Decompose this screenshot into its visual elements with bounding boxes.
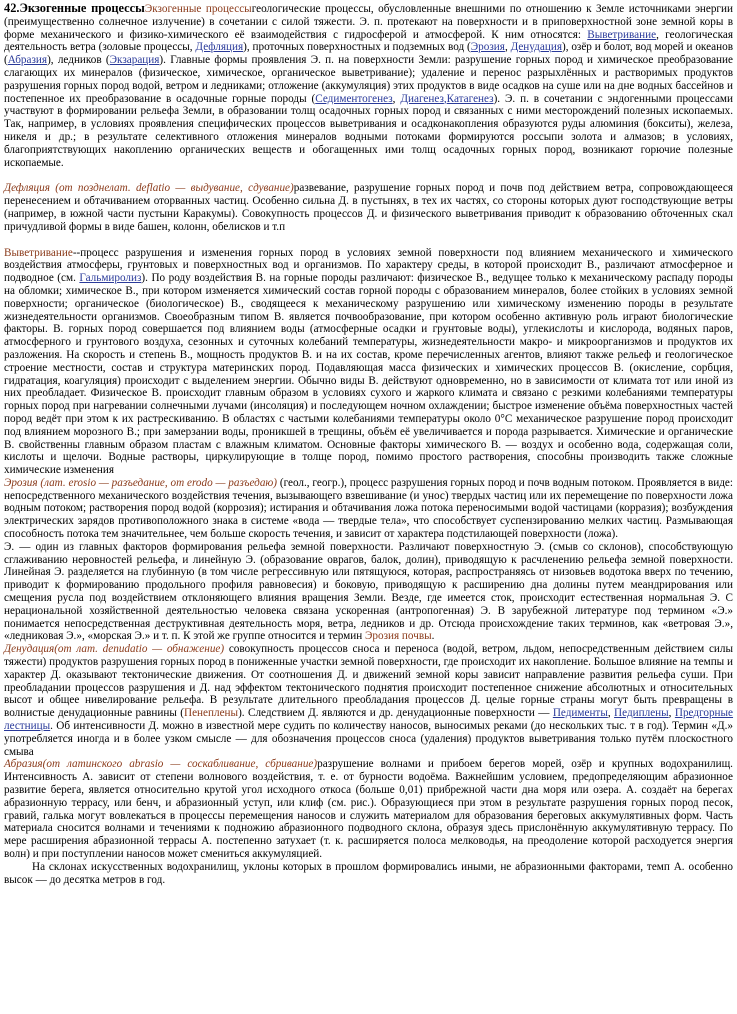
text-run: --процесс разрушения и изменения горных пород в условиях земной поверхности под влиянием механического и химического воздействия атмосферы, грунтовых и поверхностных вод и организмов. По характеру среды, в которой происходит В., различают атмосферное и подводное (см. xyxy=(4,246,733,285)
term-label: Эрозия почвы xyxy=(365,630,432,643)
text-run: , xyxy=(392,92,401,105)
text-run: (геол., геогр.), процесс разрушения горных пород и почв водным потоком. Проявляется в виде: непосредственного механического воздействия течения, вызывающего взвешивание (и унос) твердых частиц или их перемещение по поверхности ложа водным потоком; растворения пород водой (коррозия); истирания и обтачивания ложа потока переносимыми водой частицами (корразия); возбуждения электрических зарядов противоположного знака в системе «вода — твердые тела», что способствует суспензированию мелких частиц. Размывающая способность потока тем значительнее, чем больше скорость течения, и зависит от характера подстилающей поверхности (ложа). xyxy=(4,476,734,541)
text-run: , xyxy=(668,707,675,720)
text-run: ), озёр и болот, вод морей и океанов ( xyxy=(4,41,734,67)
term-link[interactable]: Педиплены xyxy=(614,707,669,720)
text-run: . Об интенсивности Д. можно в известной мере судить по количеству наносов, выносимых реками (до нескольких тыс. т в год). Термин «Д.» употребляется иногда и в более узком смысле — для обозначения процессов сноса (удаления) продуктов выветривания только путём плоскостного смыва xyxy=(4,720,733,758)
paragraph-1 xyxy=(4,2,733,169)
term-link[interactable]: Дефляция xyxy=(195,41,244,54)
paragraph-4 xyxy=(4,477,733,541)
text-run: ), проточных поверхностных и подземных вод ( xyxy=(243,41,471,54)
paragraph-7 xyxy=(4,758,733,860)
paragraph-3 xyxy=(4,247,733,477)
term-link[interactable]: Экзарация xyxy=(109,54,160,67)
text-run: На склонах искусственных водохранилищ, уклоны которых в прошлом формировались иными, не абразионными факторами, темп А. особенно высок — до десятка метров в год. xyxy=(4,860,733,886)
term-link[interactable]: Катагенез xyxy=(446,92,494,105)
document-heading: 42.Экзогенные процессы xyxy=(4,1,145,15)
term-label: Абразия(от латинского abrasio — соскабливание, сбривание) xyxy=(4,758,318,771)
term-link[interactable]: Эрозия xyxy=(470,41,505,54)
term-link[interactable]: Предгорные лестницы xyxy=(4,707,734,733)
text-run: геологические процессы, обусловленные внешними по отношению к Земле источниками энергии (преимущественно солнечное излучение) в сочетании с силой тяжести. Э. п. протекают на поверхности и в приповерхностной зоне земной коры в форме механического и физико-химического её взаимодействия с гидросферой и атмосферой. К ним относятся: xyxy=(4,3,733,41)
term-link[interactable]: , xyxy=(443,92,447,105)
term-label: Эрозия (лат. erosio — разъедание, от erodo — разъедаю) xyxy=(4,476,278,489)
term-label: Денудация(от лат. denudatio — обнажение) xyxy=(4,643,225,656)
term-link[interactable]: Денудация xyxy=(510,41,562,54)
term-label: Экзогенные процессы xyxy=(144,3,252,15)
paragraph-5 xyxy=(4,541,733,643)
text-run: совокупность процессов сноса и переноса (водой, ветром, льдом, непосредственным действием силы тяжести) продуктов разрушения горных пород в пониженные участки земной поверхности, где происходит их накопление. Большое влияние на темпы и характер Д. оказывают тектонические движения. От соотношения Д. и движений земной коры зависит направление развития рельефа суши. При преобладании процессов разрушения и Д. над эффектом тектонического поднятия происходит постепенное снижение абсолютных и относительных высот и общее нивелирование рельефа. В результате длительного преобладания процессов Д. целые горные страны могут быть превращены в волнистые денудационные равнины ( xyxy=(4,643,733,720)
text-run: ). Э. п. в сочетании с эндогенными процессами участвуют в формировании рельефа Земли, в образовании толщ осадочных горных пород и связанных с ними месторождений полезных ископаемых. Так, например, в условиях проявления специфических процессов выветривания и осадконакопления образуются руды алюминия (бокситы), железа, никеля и др.; в результате селективного отложения минералов водными потоками формируются россыпи золота и алмазов; в условиях, благоприятствующих накоплению органических веществ и обогащенных ими толщ осадочных горных пород, возникают горючие полезные ископаемые. xyxy=(4,92,733,169)
text-run: . xyxy=(431,630,435,643)
term-link[interactable]: Выветривание xyxy=(587,28,657,41)
text-run: ), ледников ( xyxy=(47,54,110,67)
text-run: Э. — один из главных факторов формирования рельефа земной поверхности. Различают поверхностную Э. (смыв со склонов), способствующую сглаживанию неровностей рельефа, и линейную Э. (образование оврагов, балок, долин), приводящую к расчленению рельефа земной поверхности. Линейная Э. разделяется на глубинную (в том числе регрессивную или пятящуюся, которая, распространяясь от низовьев водотока вверх по течению, приводит к формированию продольного профиля равновесия) и боковую, приводящую к расширению дна долины путем меандрирования или смещения русла под воздействием отклоняющего влияния вращения Земли. Везде, где имеется сток, происходит естественная нормальная Э. С нерациональной хозяйственной деятельностью человека связана ускоренная (антропогенная) Э. В зарубежной литературе под термином «Э.» понимается непосредственная деструктивная деятельность моря, ветра, ледников и др. Отсюда происхождение таких терминов, как «ветровая Э.», «ледниковая Э.», «морская Э.» и т. п. К этой же группе относится и термин xyxy=(4,540,733,643)
term-label: Дефляция (от позднелат. deflatio — выдувание, сдувание) xyxy=(4,182,294,195)
text-run: ). Следствием Д. являются и др. денудационные поверхности — xyxy=(238,707,553,720)
paragraph-6 xyxy=(4,643,733,758)
text-run: ). По роду воздействия В. на горные породы различают: физическое В., ведущее только к механическому распаду породы на обломки; химическое В., при котором изменяется химический состав горной породы с образованием минералов, более стойких в условиях земной поверхности; органическое (биологическое) В., сводящееся к механическому разрушению или химическому изменению породы в результате жизнедеятельности организмов. Своеобразным типом В. является почвообразование, при котором особенно активную роль играют биологические факторы. В. горных пород совершается под влиянием воды (атмосферные осадки и грунтовые воды), углекислоты и кислорода, водяных паров, атмосферного и грунтового воздуха, сезонных и суточных колебаний температуры, жизнедеятельности макро- и микроорганизмов и продуктов их разложения. На скорость и степень В., мощность продуктов В. и на их состав, кроме перечисленных агентов, влияют также рельеф и геологическое строение местности, состав и структура материнских пород. Подавляющая масса физических и химических процессов В. (окисление, сорбция, гидратация, коагуляция) происходит с выделением энергии. Обычно виды В. действуют одновременно, но в зависимости от климата тот или иной из них преобладает. Физическое В. происходит главным образом в условиях сухого и жаркого климата и связано с резкими колебаниями температуры горных пород при нагревании солнечными лучами (инсоляция) и последующем ночном охлаждении; быстрое изменение объёма поверхностных частей пород ведёт при этом к их растрескиванию. В областях с частыми колебаниями температуры около 0°С механическое разрушение пород происходит под влиянием морозного В.; при замерзании воды, проникшей в трещины, объём её увеличивается и порода разрывается. Химические и органические В. свойственны главным образом пластам с влажным климатом. Основные факторы химического В. — воздух и особенно вода, содержащая соли, кислоты и щелочи. Водные растворы, циркулирующие в толще пород, помимо простого растворения, способны производить также сложные химические изменения xyxy=(4,272,733,477)
text-run: , xyxy=(504,41,511,54)
text-run: ). Главные формы проявления Э. п. на поверхности Земли: разрушение горных пород и химическое преобразование слагающих их минералов (физическое, химическое, органическое выветривание); удаление и перенос разрыхлённых и растворимых продуктов разрушения горных пород водой, ветром и ледниками; отложение (аккумуляция) этих продуктов в виде осадков на суше или на дне водных бассейнов и постепенное их преобразование в осадочные горные породы ( xyxy=(4,54,733,105)
text-run: развевание, разрушение горных пород и почв под действием ветра, сопровождающееся перенесением и обтачиванием оторванных частиц. Особенно сильна Д. в пустынях, в тех их частях, со стороны которых дуют господствующие ветры (например, в южной части пустыни Каракумы). Совокупность процессов Д. и физического выветривания приводит к образованию обточенных скал причудливой формы в виде башен, колонн, обелисков и т.п xyxy=(4,182,733,233)
paragraph-2 xyxy=(4,182,733,233)
term-label: Пенеплены xyxy=(184,707,239,720)
text-run: , xyxy=(607,707,615,720)
text-run: , геологическая деятельность ветра (золовые процессы, xyxy=(4,28,733,54)
term-link[interactable]: Педименты xyxy=(552,707,608,720)
term-link[interactable]: Абразия xyxy=(7,54,48,67)
term-link[interactable]: Диагенез xyxy=(400,92,444,105)
term-link[interactable]: Гальмиролиз xyxy=(79,272,142,285)
text-run: разрушение волнами и прибоем берегов морей, озёр и крупных водохранилищ. Интенсивность А. зависит от степени волнового воздействия, т. е. от бурности водоёма. Важнейшим условием, предопределяющим абразионное развитие берега, является относительно крутой угол исходного откоса (больше 0,01) прибрежной части дна моря или озера. А. создаёт на берегах абразионную террасу, или бенч, и абразионный уступ, или клиф (см. рис.). Образующиеся при этом в результате разрушения горных пород песок, гравий, галька могут вовлекаться в процессы перемещения наносов и служить материалом для образования береговых аккумулятивных форм. Часть материала сносится волнами и течениями к подножию абразионного подводного склона, образуя здесь прислонённую аккумулятивную террасу. По мере расширения абразионной террасы А. постепенно затухает (т. к. расширяется полоса мелководья, на преодоление которой расходуется энергия волн) и при поступлении наносов может смениться аккумуляцией. xyxy=(4,758,733,860)
term-link[interactable]: Седиментогенез xyxy=(315,92,393,105)
paragraph-8 xyxy=(4,861,733,887)
term-label: Выветривание xyxy=(4,246,73,259)
